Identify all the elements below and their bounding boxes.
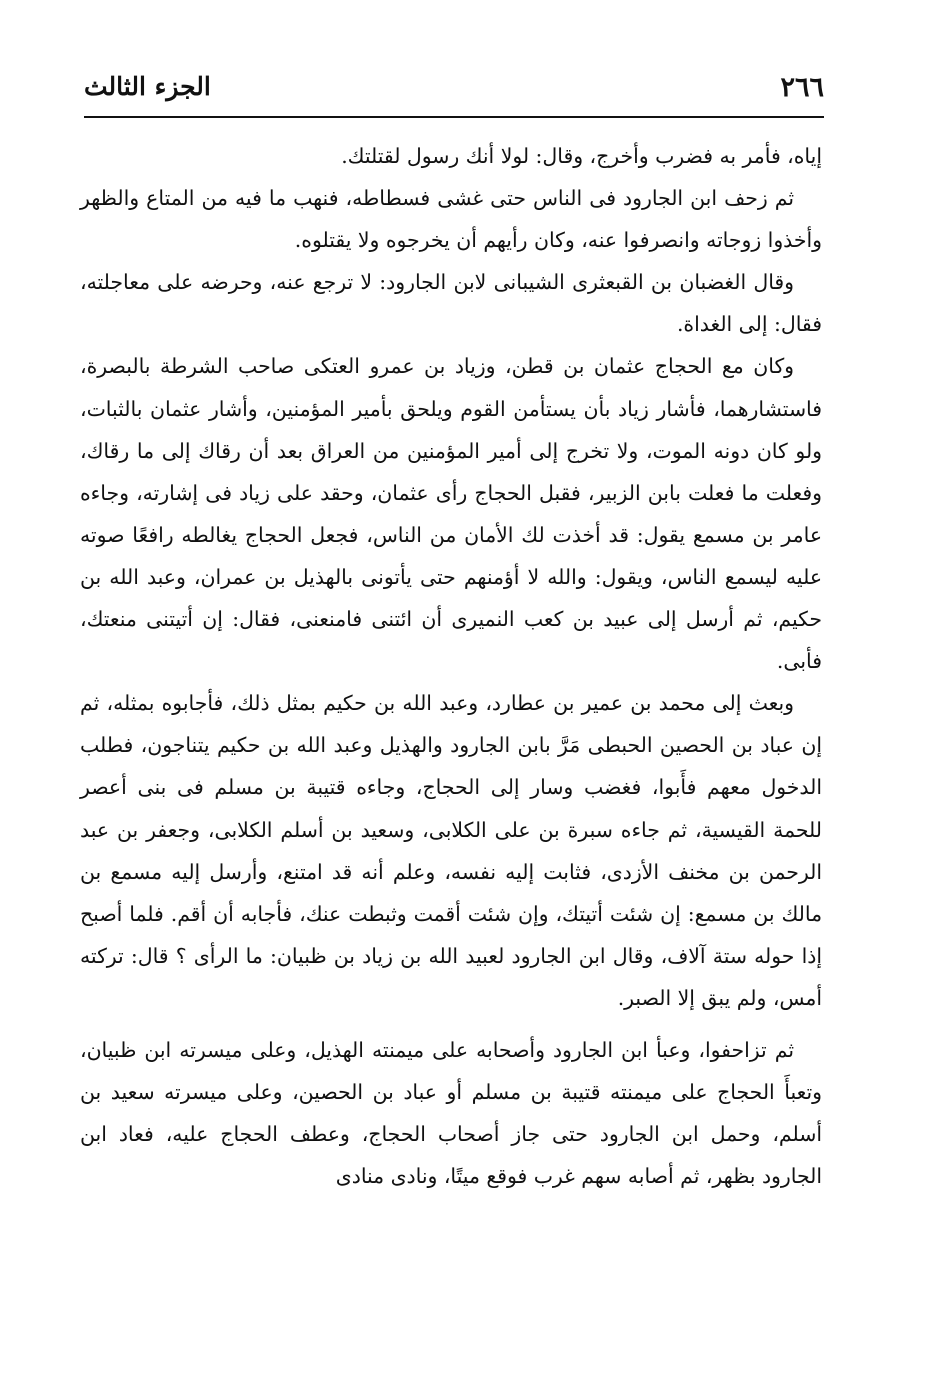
paragraph: إياه، فأمر به فضرب وأخرج، وقال: لولا أنك رسول لقتلتك. <box>341 144 822 168</box>
paragraph: وكان مع الحجاج عثمان بن قطن، وزياد بن عمرو العتكى صاحب الشرطة بالبصرة، فاستشارهما، فأشار زياد بأن يستأمن القوم ويلحق بأمير المؤمنين، وأشار عثمان بالثبات، ولو كان دونه الموت، ولا تخرج إلى أمير المؤمنين من العراق بعد أن رقاك إلى ما رقاك، وفعلت ما فعلت بابن الزبير، فقبل الحجاج رأى عثمان، وحقد على زياد فى إشارته، وجاءه عامر بن مسمع يقول: قد أخذت لك الأمان من الناس، فجعل الحجاج يغالطه رافعًا صوته عليه ليسمع الناس، ويقول: والله لا أؤمنهم حتى يأتونى بالهذيل بن عمران، وعبد الله بن حكيم، ثم أرسل إلى عبيد بن كعب النميرى أن ائتنى فامنعنى، فقال: إن أتيتنى منعتك، فأبى. <box>80 354 822 674</box>
page-header <box>84 62 824 112</box>
page-number: ٢٦٦ <box>780 72 824 103</box>
header-rule <box>84 116 824 118</box>
paragraph: ثم تزاحفوا، وعبأ ابن الجارود وأصحابه على ميمنته الهذيل، وعلى ميسرته ابن ظبيان، وتعبأَ الحجاج على ميمنته قتيبة بن مسلم أو عباد بن الحصين، وعلى ميسرته سعيد بن أسلم، وحمل ابن الجارود حتى جاز أصحاب الحجاج، وعطف الحجاج عليه، فعاد ابن الجارود بظهر، ثم أصابه سهم غرب فوقع ميتًا، ونادى منادى <box>80 1037 822 1189</box>
body-text <box>80 135 822 1197</box>
running-title: الجزء الثالث <box>84 72 211 101</box>
paragraph: وبعث إلى محمد بن عمير بن عطارد، وعبد الله بن حكيم بمثل ذلك، فأجابوه بمثله، ثم إن عباد بن الحصين الحبطى مَرَّ بابن الجارود والهذيل وعبد الله بن حكيم يتناجون، فطلب الدخول معهم فأَبوا، فغضب وسار إلى الحجاج، وجاءه قتيبة بن مسلم فى بنى أعصر للحمة القيسية، ثم جاءه سبرة بن على الكلابى، وسعيد بن أسلم الكلابى، وجعفر بن عبد الرحمن بن مخنف الأزدى، فثابت إليه نفسه، وعلم أنه قد امتنع، وأرسل إليه مسمع بن مالك بن مسمع: إن شئت أتيتك، وإن شئت أقمت وثبطت عنك، فأجابه أن أقم. فلما أصبح إذا حوله ستة آلاف، وقال ابن الجارود لعبيد الله بن زياد بن ظبيان: ما الرأى ؟ قال: تركته أمس، ولم يبق إلا الصبر. <box>80 691 822 1010</box>
paragraph: وقال الغضبان بن القبعثرى الشيبانى لابن الجارود: لا ترجع عنه، وحرضه على معاجلته، فقال: إلى الغداة. <box>80 270 822 337</box>
paragraph: ثم زحف ابن الجارود فى الناس حتى غشى فسطاطه، فنهب ما فيه من المتاع والظهر وأخذوا زوجاته وانصرفوا عنه، وكان رأيهم أن يخرجوه ولا يقتلوه. <box>80 186 822 253</box>
